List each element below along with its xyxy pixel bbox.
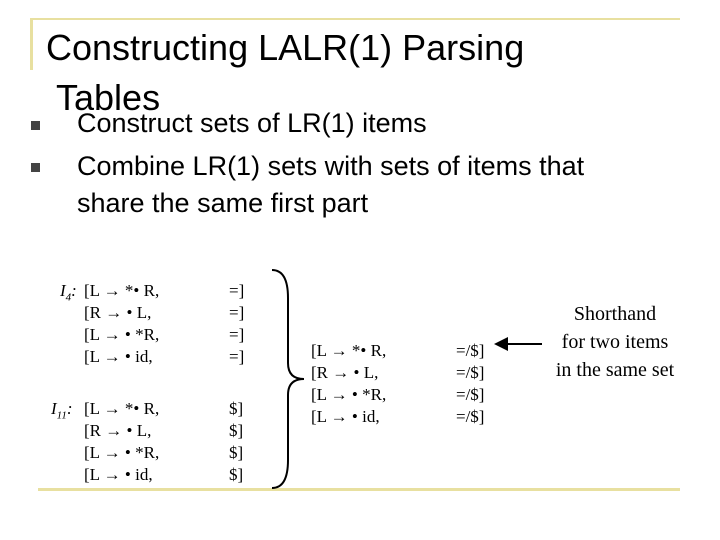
merge-brace-icon: [268, 268, 308, 490]
lookahead-i11-2: $]: [229, 421, 244, 440]
bullet-marker: [31, 163, 40, 172]
item-i4-4: [L → • id,: [84, 347, 153, 366]
lookahead-i4-3: =]: [229, 325, 245, 344]
bullet-text-continued: share the same first part: [77, 188, 369, 218]
bullet-text: Combine LR(1) sets with sets of items that: [77, 151, 585, 181]
item-merged-3: [L → • *R,: [311, 385, 387, 404]
lookahead-i11-1: $]: [229, 399, 244, 418]
annotation-line1: Shorthand: [573, 303, 657, 325]
frame-left-accent: [30, 18, 33, 70]
item-merged-1: [L → *• R,: [311, 341, 387, 360]
bullet-text: Construct sets of LR(1) items: [77, 108, 427, 138]
item-i11-4: [L → • id,: [84, 465, 153, 484]
frame-top-accent: [30, 18, 680, 20]
lookahead-merged-4: =/$]: [456, 407, 485, 426]
slide-title-line1: Constructing LALR(1) Parsing: [46, 27, 525, 68]
shorthand-annotation: [515, 300, 715, 384]
item-i11-1: [L → *• R,: [84, 399, 160, 418]
bullet-marker: [31, 121, 40, 130]
item-i11-3: [L → • *R,: [84, 443, 160, 462]
lookahead-i4-2: =]: [229, 303, 245, 322]
item-merged-2: [R → • L,: [311, 363, 379, 382]
lookahead-i11-4: $]: [229, 465, 244, 484]
item-i4-1: [L → *• R,: [84, 281, 160, 300]
slide-title-line2: Tables: [56, 77, 161, 118]
set-label-i4: $I_4$:: [60, 281, 77, 304]
set-label-i11: $I_{11}$:: [51, 399, 73, 422]
lookahead-merged-3: =/$]: [456, 385, 485, 404]
lookahead-merged-2: =/$]: [456, 363, 485, 382]
lookahead-i11-3: $]: [229, 443, 244, 462]
item-i4-2: [R → • L,: [84, 303, 152, 322]
annotation-line2: for two items: [561, 331, 669, 353]
lookahead-i4-1: =]: [229, 281, 245, 300]
lookahead-i4-4: =]: [229, 347, 245, 366]
item-i11-2: [R → • L,: [84, 421, 152, 440]
annotation-line3: in the same set: [555, 359, 675, 381]
lookahead-merged-1: =/$]: [456, 341, 485, 360]
item-i4-3: [L → • *R,: [84, 325, 160, 344]
item-merged-4: [L → • id,: [311, 407, 380, 426]
frame-bottom-accent: [38, 488, 680, 491]
